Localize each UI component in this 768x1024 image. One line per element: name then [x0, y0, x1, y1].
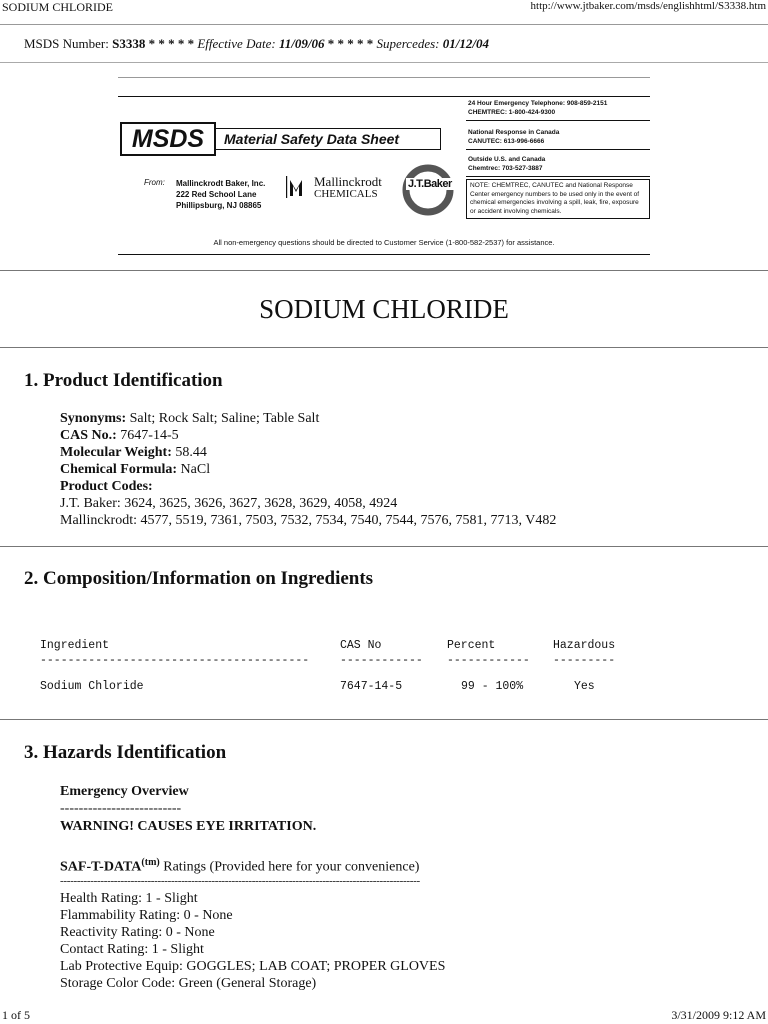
print-timestamp: 3/31/2009 9:12 AM — [671, 1008, 766, 1022]
banner-bottom-rule — [118, 254, 650, 255]
emergency-line: 24 Hour Emergency Telephone: 908-859-2151 — [468, 100, 608, 107]
jtbaker-logo-icon — [400, 162, 456, 218]
meta-divider — [0, 62, 768, 63]
emergency-phone-block — [466, 96, 650, 121]
header-dashes: --------- — [553, 654, 616, 667]
meta-separator: * * * * * — [148, 36, 195, 51]
mw-value: 58.44 — [175, 445, 207, 460]
supercedes-date: 01/12/04 — [442, 36, 489, 51]
msds-logo: MSDS — [120, 122, 216, 156]
banner-top-rule — [118, 77, 650, 78]
address-line: 222 Red School Lane — [176, 190, 257, 199]
formula-value: NaCl — [180, 462, 211, 477]
section-divider — [0, 719, 768, 720]
storage-color-code: Storage Color Code: Green (General Storage) — [60, 976, 317, 991]
synonyms-row — [60, 410, 556, 427]
canada-line: CANUTEC: 613-996-6666 — [468, 137, 545, 145]
mallinckrodt-line: CHEMICALS — [314, 188, 378, 200]
reactivity-rating: Reactivity Rating: 0 - None — [60, 925, 215, 940]
print-url: http://www.jtbaker.com/msds/englishhtml/S3338.htm — [530, 0, 766, 12]
effective-date-label: Effective Date: — [197, 36, 276, 51]
ingredient-header-cas: CAS No — [340, 639, 382, 652]
synonyms-value: Salt; Rock Salt; Saline; Table Salt — [129, 411, 320, 426]
msds-meta-line — [24, 36, 489, 52]
sheet-title: Material Safety Data Sheet — [214, 128, 441, 150]
ingredient-cas-cell: 7647-14-5 — [340, 680, 403, 693]
ingredient-header-percent: Percent — [447, 639, 496, 652]
cas-row — [60, 427, 556, 444]
mw-label: Molecular Weight: — [60, 445, 172, 460]
section-2-title: 2. Composition/Information on Ingredients — [24, 568, 374, 589]
section-3-title: 3. Hazards Identification — [24, 742, 227, 763]
ingredient-header-hazardous: Hazardous — [553, 639, 616, 652]
ingredient-header-name: Ingredient — [40, 639, 110, 652]
flammability-rating: Flammability Rating: 0 - None — [60, 908, 233, 923]
lab-protective-equip: Lab Protective Equip: GOGGLES; LAB COAT; PROPER GLOVES — [60, 959, 446, 974]
from-address — [176, 178, 265, 211]
document-title: SODIUM CHLORIDE — [259, 294, 509, 324]
safety-ratings — [60, 890, 445, 992]
ingredient-hazardous-cell: Yes — [574, 680, 595, 693]
emergency-line: CHEMTREC: 1-800-424-9300 — [468, 108, 556, 116]
msds-number-label: MSDS Number: — [24, 36, 109, 51]
section-1-title: 1. Product Identification — [24, 370, 223, 391]
formula-label: Chemical Formula: — [60, 462, 178, 477]
cas-value: 7647-14-5 — [120, 428, 179, 443]
from-label: From: — [144, 178, 165, 187]
supercedes-label: Supercedes: — [376, 36, 440, 51]
emergency-note: NOTE: CHEMTREC, CANUTEC and National Response Center emergency numbers to be used only in the event of chemical emergencies involving a spill, leak, fire, exposure or accident involving chemicals. — [466, 179, 650, 219]
page-counter: 1 of 5 — [2, 1008, 30, 1022]
canada-block — [466, 121, 650, 150]
mw-row — [60, 444, 556, 461]
address-line: Mallinckrodt Baker, Inc. — [176, 179, 266, 188]
header-dashes: ------------ — [340, 654, 423, 667]
address-line: Phillipsburg, NJ 08865 — [176, 201, 262, 210]
section-divider — [0, 270, 768, 271]
header-dashes: --------------------------------------- — [40, 654, 310, 667]
formula-row — [60, 461, 556, 478]
product-identification — [60, 410, 556, 529]
header-divider — [0, 24, 768, 25]
customer-service-note: All non-emergency questions should be directed to Customer Service (1-800-582-2537) for assistance. — [213, 238, 555, 247]
ingredient-name-cell: Sodium Chloride — [40, 680, 144, 693]
overview-dashes: -------------------------- — [60, 801, 182, 816]
outside-block — [466, 150, 650, 177]
msds-banner — [118, 96, 650, 254]
codes-mallinckrodt: Mallinckrodt: 4577, 5519, 7361, 7503, 7532, 7534, 7540, 7544, 7576, 7581, 7713, V482 — [60, 513, 557, 528]
codes-row — [60, 478, 556, 495]
canada-line: National Response in Canada — [468, 129, 560, 136]
trademark-mark: (tm) — [141, 857, 160, 868]
msds-number: S3338 — [112, 36, 146, 51]
emergency-overview-label: Emergency Overview — [60, 784, 189, 799]
contact-rating: Contact Rating: 1 - Slight — [60, 942, 204, 957]
codes-jtbaker: J.T. Baker: 3624, 3625, 3626, 3627, 3628, 3629, 4058, 4924 — [60, 496, 398, 511]
emergency-contacts — [466, 96, 650, 219]
health-rating: Health Rating: 1 - Slight — [60, 891, 198, 906]
mallinckrodt-logo-icon — [286, 174, 308, 200]
saf-t-data-note: Ratings (Provided here for your convenience) — [159, 859, 420, 875]
meta-separator: * * * * * — [327, 36, 374, 51]
codes-label: Product Codes: — [60, 479, 153, 494]
warning-text: WARNING! CAUSES EYE IRRITATION. — [60, 819, 317, 834]
print-page-title: SODIUM CHLORIDE — [2, 0, 113, 14]
header-dashes: ------------ — [447, 654, 530, 667]
synonyms-label: Synonyms: — [60, 411, 127, 426]
mallinckrodt-name — [314, 176, 382, 200]
outside-line: Chemtrec: 703-527-3887 — [468, 164, 543, 172]
saf-t-data-label: SAF-T-DATA — [60, 859, 142, 875]
ingredient-percent-cell: 99 - 100% — [461, 680, 524, 693]
effective-date: 11/09/06 — [278, 36, 325, 51]
saf-dashes: ----------------------------------------------------------------------------------------------------------- — [60, 875, 420, 887]
outside-line: Outside U.S. and Canada — [468, 156, 546, 163]
mallinckrodt-line: Mallinckrodt — [314, 174, 382, 189]
jtbaker-name: J.T.Baker — [408, 178, 452, 190]
section-divider — [0, 546, 768, 547]
section-divider — [0, 347, 768, 348]
cas-label: CAS No.: — [60, 428, 117, 443]
